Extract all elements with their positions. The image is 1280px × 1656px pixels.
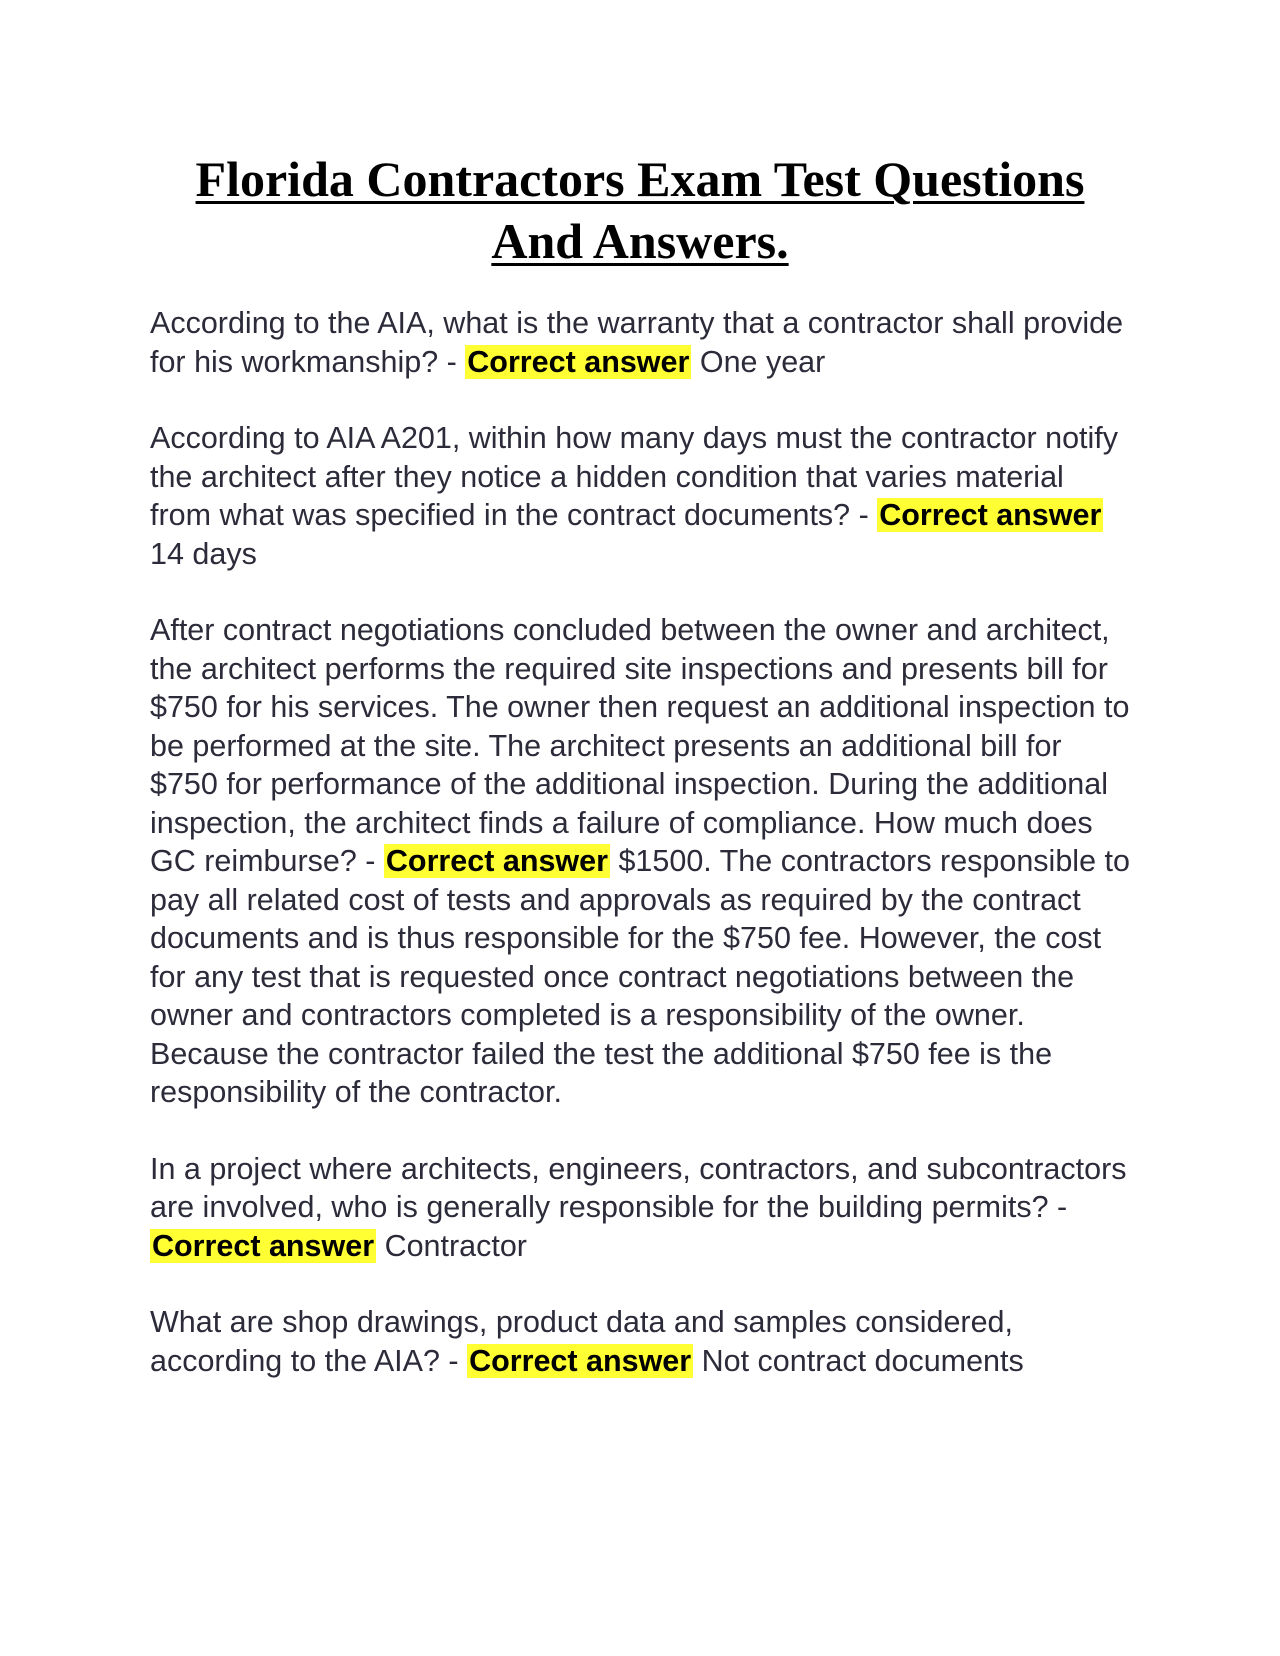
- correct-answer-label: Correct answer: [879, 498, 1102, 532]
- qa-item-3: [150, 611, 1130, 1112]
- qa-item-4: [150, 1150, 1130, 1266]
- qa-item-1: [150, 304, 1130, 381]
- separator: -: [1048, 1190, 1068, 1224]
- answer-text: $1500. The contractors responsible to pay all related cost of tests and approvals as required by the contract documents and is thus responsible for the $750 fee. However, the cost for any test that is requested once contract negotiations between the owner and contractors completed is a responsibility of the owner. Because the contractor failed the test the additional $750 fee is the responsibility of the contractor.: [150, 844, 1130, 1109]
- separator: -: [850, 498, 878, 532]
- correct-answer-label: Correct answer: [467, 344, 690, 379]
- separator: -: [356, 844, 384, 878]
- question-text: According to the AIA, what is the warranty that a contractor shall provide for his workmanship?: [150, 306, 1124, 379]
- correct-answer-label: Correct answer: [152, 1228, 375, 1263]
- document-title: Florida Contractors Exam Test Questions And Answers.: [195, 151, 1085, 269]
- correct-answer-label: Correct answer: [385, 844, 608, 878]
- separator: -: [439, 1343, 468, 1378]
- question-text: After contract negotiations concluded between the owner and architect, the architect performs the required site inspections and presents bill for $750 for his services. The owner then request an additional inspection to be performed at the site. The architect presents an additional bill for $750 for performance of the additional inspection. During the additional inspection, the architect finds a failure of compliance. How much does GC reimburse?: [150, 613, 1130, 878]
- document-page: [150, 148, 1130, 1418]
- question-text: According to AIA A201, within how many days must the contractor notify the architect after they notice a hidden condition that varies material from what was specified in the contract documents?: [150, 421, 1119, 532]
- separator: -: [438, 344, 466, 379]
- question-text: In a project where architects, engineers, contractors, and subcontractors are involved, who is generally responsible for the building permits?: [150, 1151, 1127, 1224]
- answer-text: Contractor: [384, 1228, 527, 1263]
- answer-text: Not contract documents: [701, 1343, 1024, 1378]
- question-text: What are shop drawings, product data and samples considered, according to the AIA?: [150, 1305, 1013, 1378]
- answer-text: One year: [699, 344, 826, 379]
- qa-item-2: [150, 419, 1130, 573]
- answer-text: 14 days: [150, 536, 257, 571]
- correct-answer-label: Correct answer: [469, 1343, 692, 1378]
- qa-item-5: [150, 1303, 1130, 1380]
